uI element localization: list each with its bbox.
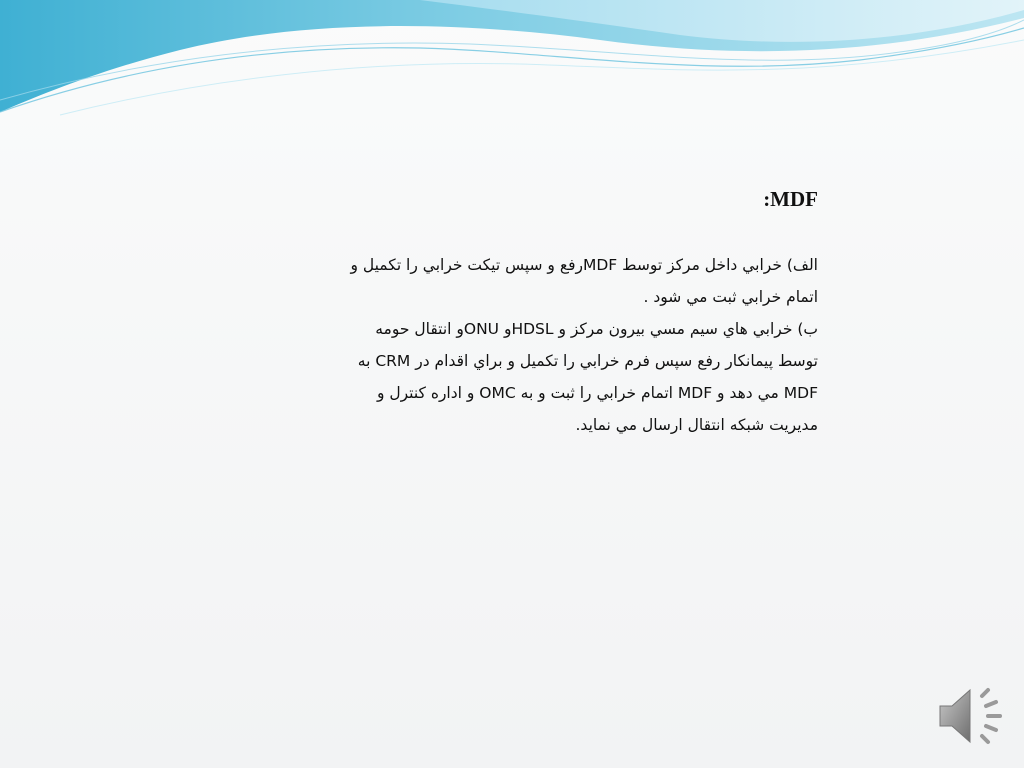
paragraph-line-6: مديريت شبكه انتقال ارسال مي نمايد. [575, 416, 818, 434]
slide-body [190, 185, 818, 441]
paragraph-line-5: MDF مي دهد و MDF اتمام خرابي را ثبت و به OMC و اداره كنترل و [376, 384, 818, 402]
slide-heading: :MDF [763, 187, 818, 211]
decorative-wave-header [0, 0, 1024, 130]
paragraph-line-1: الف) خرابي داخل مركز توسط MDFرفع و سپس تيكت خرابي را تكميل و [350, 256, 818, 274]
paragraph-line-4: توسط پيمانكار رفع سپس فرم خرابي را تكميل و براي اقدام در CRM به [357, 352, 818, 370]
paragraph-line-3: ب) خرابي هاي سيم مسي بيرون مركز و HDSLو ONUو انتقال حومه [375, 320, 818, 338]
slide-paragraph [190, 249, 818, 441]
speaker-icon[interactable] [936, 684, 1006, 748]
paragraph-line-2: اتمام خرابي ثبت مي شود . [643, 288, 818, 306]
